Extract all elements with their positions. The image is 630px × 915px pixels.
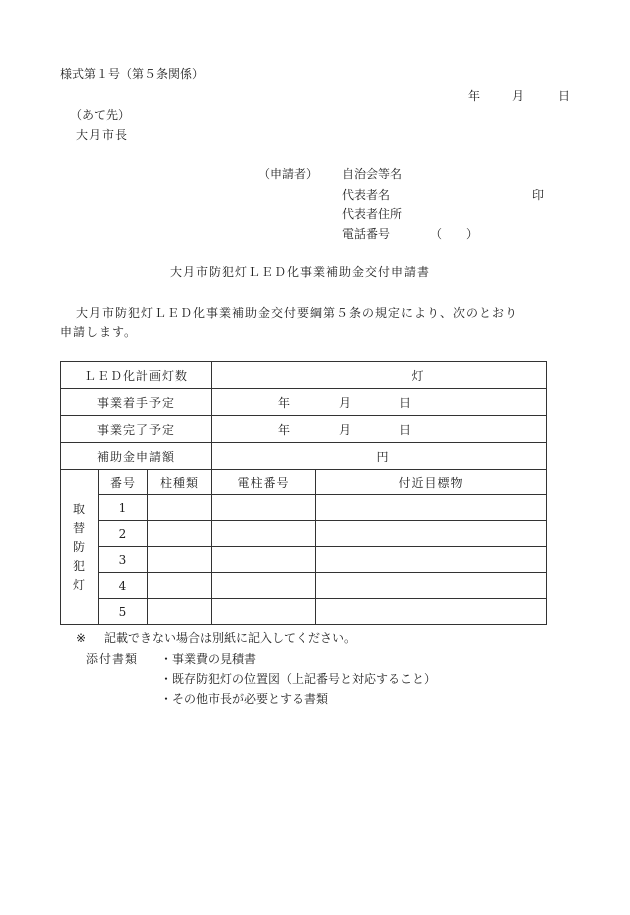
landmark-cell[interactable] — [316, 495, 547, 521]
planned-lights-unit: 灯 — [411, 368, 425, 383]
attachment-item: ・事業費の見積書 — [160, 652, 257, 666]
vertical-char: 犯 — [72, 558, 86, 573]
body-text-line-2: 申請します。 — [60, 325, 138, 339]
attachments-label: 添付書類 — [86, 652, 139, 666]
subsidy-value[interactable] — [212, 443, 547, 470]
pole-type-cell[interactable] — [148, 547, 212, 573]
attachment-item: ・その他市長が必要とする書類 — [160, 692, 329, 706]
subsidy-unit: 円 — [376, 449, 390, 464]
end-day-unit: 日 — [399, 423, 413, 437]
note-text: 記載できない場合は別紙に記入してください。 — [104, 631, 357, 645]
landmark-cell[interactable] — [316, 521, 547, 547]
table-row — [61, 495, 547, 521]
date-day-label: 日 — [558, 89, 571, 103]
row-number: 5 — [99, 599, 148, 625]
end-date-label: 事業完了予定 — [61, 416, 212, 443]
date-month-label: 月 — [512, 89, 525, 103]
date-year-label: 年 — [468, 89, 481, 103]
start-date-label: 事業着手予定 — [61, 389, 212, 416]
header-pole-type: 柱種類 — [148, 470, 212, 495]
row-number: 3 — [99, 547, 148, 573]
planned-lights-label: ＬＥＤ化計画灯数 — [61, 362, 212, 389]
replacement-lights-label — [61, 470, 99, 625]
table-row — [61, 547, 547, 573]
application-table — [60, 361, 547, 625]
representative-address-label: 代表者住所 — [342, 207, 403, 221]
phone-label: 電話番号 — [342, 227, 391, 241]
landmark-cell[interactable] — [316, 599, 547, 625]
end-date-row — [61, 416, 547, 443]
pole-type-cell[interactable] — [148, 495, 212, 521]
vertical-char: 取 — [72, 501, 86, 516]
header-no: 番号 — [99, 470, 148, 495]
landmark-cell[interactable] — [316, 547, 547, 573]
pole-type-cell[interactable] — [148, 521, 212, 547]
table-row — [61, 599, 547, 625]
addressee-label: （あて先） — [70, 108, 131, 122]
end-month-unit: 月 — [339, 423, 353, 437]
pole-type-cell[interactable] — [148, 599, 212, 625]
end-date-value[interactable] — [212, 416, 547, 443]
end-year-unit: 年 — [278, 423, 292, 437]
association-name-label: 自治会等名 — [342, 167, 403, 181]
header-pole-number: 電柱番号 — [212, 470, 316, 495]
pole-number-cell[interactable] — [212, 521, 316, 547]
body-text-line-1: 大月市防犯灯ＬＥＤ化事業補助金交付要綱第５条の規定により、次のとおり — [76, 306, 519, 320]
start-month-unit: 月 — [339, 396, 353, 410]
seal-mark: 印 — [532, 188, 545, 202]
addressee: 大月市長 — [76, 128, 129, 142]
vertical-char: 替 — [72, 520, 86, 535]
header-landmark: 付近目標物 — [316, 470, 547, 495]
note-mark: ※ — [76, 631, 87, 645]
row-number: 2 — [99, 521, 148, 547]
start-date-row — [61, 389, 547, 416]
row-number: 1 — [99, 495, 148, 521]
attachment-item: ・既存防犯灯の位置図（上記番号と対応すること） — [160, 672, 437, 686]
table-row — [61, 573, 547, 599]
landmark-cell[interactable] — [316, 573, 547, 599]
phone-area-code: （ ） — [430, 227, 479, 241]
pole-number-cell[interactable] — [212, 599, 316, 625]
vertical-char: 防 — [72, 539, 86, 554]
start-year-unit: 年 — [278, 396, 292, 410]
planned-lights-row — [61, 362, 547, 389]
start-date-value[interactable] — [212, 389, 547, 416]
form-number: 様式第１号（第５条関係） — [60, 67, 205, 81]
representative-label: 代表者名 — [342, 188, 391, 202]
document-title: 大月市防犯灯ＬＥＤ化事業補助金交付申請書 — [170, 265, 431, 279]
pole-number-cell[interactable] — [212, 547, 316, 573]
row-number: 4 — [99, 573, 148, 599]
pole-number-cell[interactable] — [212, 495, 316, 521]
pole-number-cell[interactable] — [212, 573, 316, 599]
vertical-char: 灯 — [72, 577, 86, 592]
pole-type-cell[interactable] — [148, 573, 212, 599]
table-row — [61, 521, 547, 547]
planned-lights-value[interactable] — [212, 362, 547, 389]
start-day-unit: 日 — [399, 396, 413, 410]
subsidy-label: 補助金申請額 — [61, 443, 212, 470]
applicant-label: （申請者） — [258, 167, 319, 181]
subsidy-row — [61, 443, 547, 470]
replacement-header-row — [61, 470, 547, 495]
